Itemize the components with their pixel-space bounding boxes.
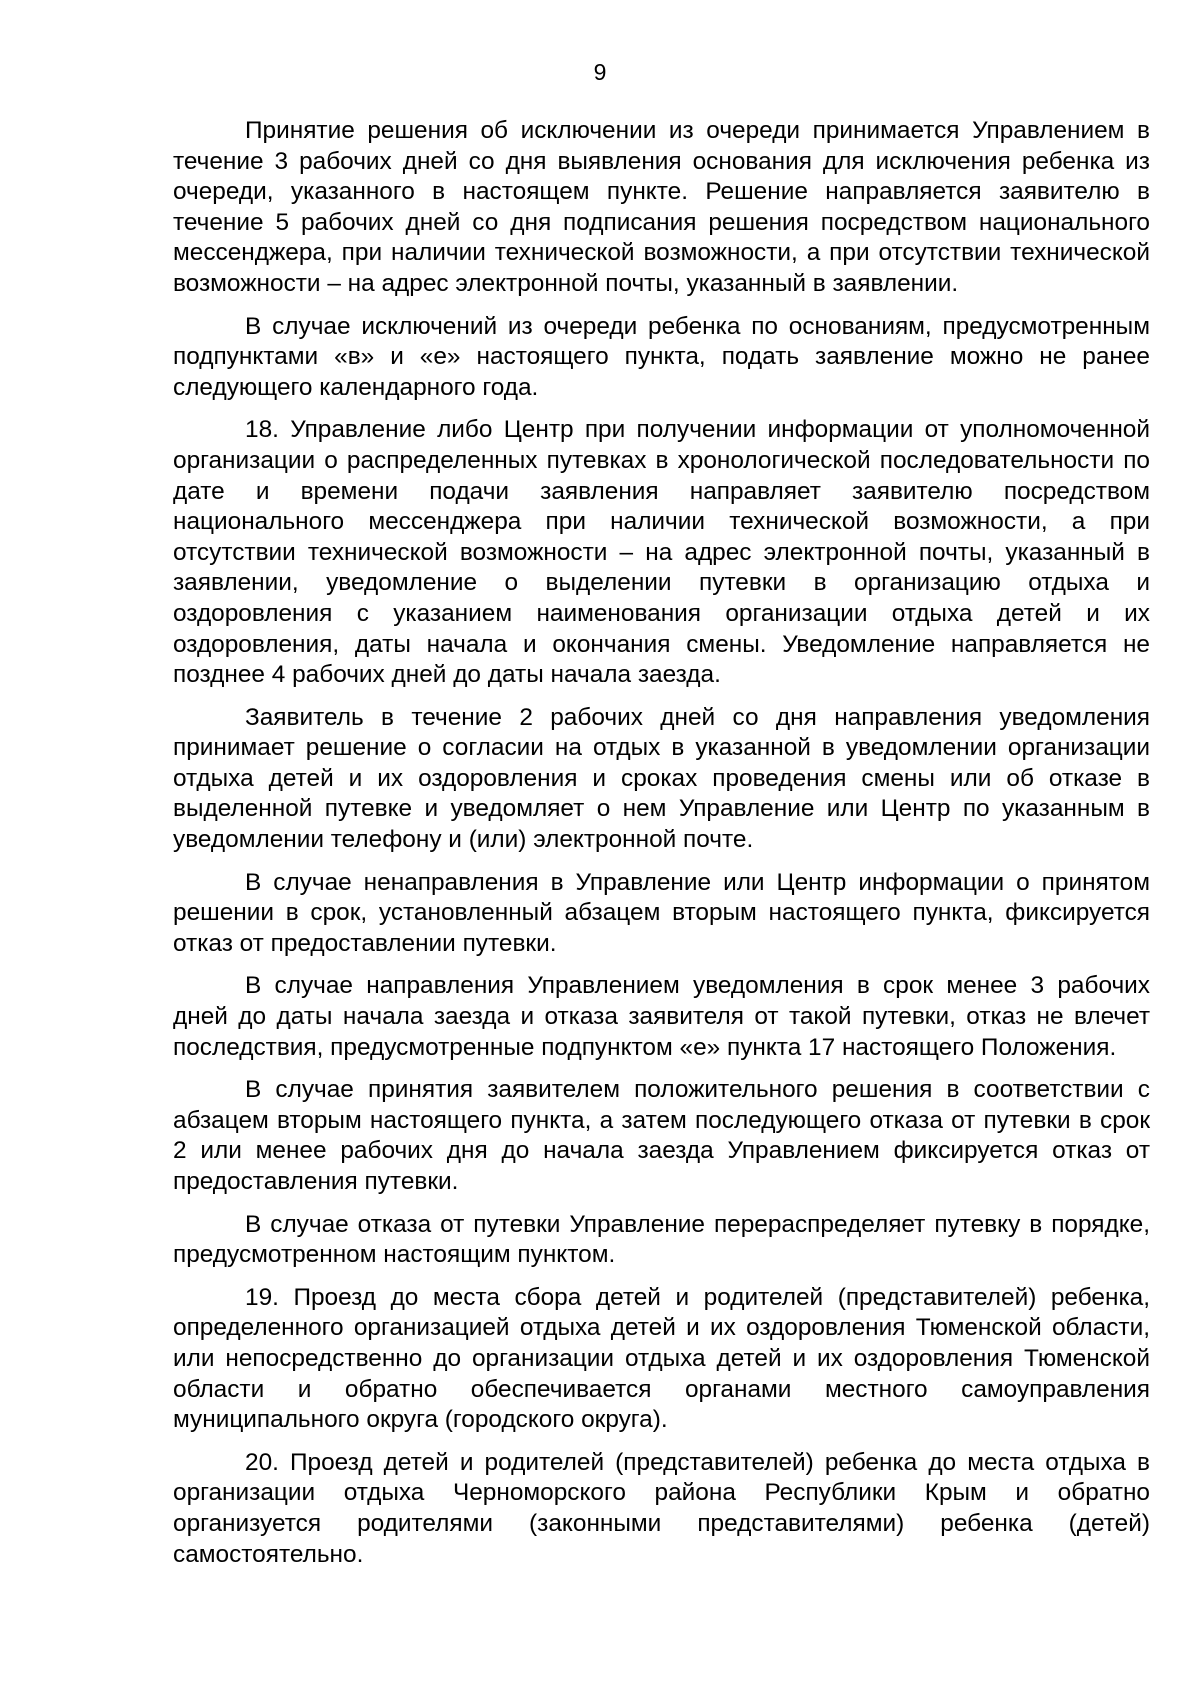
page-number: 9 bbox=[593, 59, 607, 85]
paragraph: 20. Проезд детей и родителей (представителей) ребенка до места отдыха в организации отдыха Черноморского района Республики Крым и обратно организуется родителями (законными представителями) ребенка (детей) самостоятельно. bbox=[173, 1448, 1150, 1568]
paragraph: В случае исключений из очереди ребенка по основаниям, предусмотренным подпунктами «в» и «е» настоящего пункта, подать заявление можно не ранее следующего календарного года. bbox=[173, 312, 1150, 401]
paragraph: В случае отказа от путевки Управление перераспределяет путевку в порядке, предусмотренном настоящим пунктом. bbox=[173, 1210, 1150, 1269]
paragraph: Заявитель в течение 2 рабочих дней со дня направления уведомления принимает решение о согласии на отдых в указанной в уведомлении организации отдыха детей и их оздоровления и сроках проведения смены или об отказе в выделенной путевке и уведомляет о нем Управление или Центр по указанным в уведомлении телефону и (или) электронной почте. bbox=[173, 703, 1150, 854]
paragraph: Принятие решения об исключении из очереди принимается Управлением в течение 3 рабочих дней со дня выявления основания для исключения ребенка из очереди, указанного в настоящем пункте. Решение направляется заявителю в течение 5 рабочих дней со дня подписания решения посредством национального мессенджера, при наличии технической возможности, а при отсутствии технической возможности – на адрес электронной почты, указанный в заявлении. bbox=[173, 117, 1150, 297]
document-body bbox=[173, 116, 1150, 1582]
paragraph: 18. Управление либо Центр при получении информации от уполномоченной организации о распределенных путевках в хронологической последовательности по дате и времени подачи заявления направляет заявителю посредством национального мессенджера при наличии технической возможности, а при отсутствии технической возможности – на адрес электронной почты, указанный в заявлении, уведомление о выделении путевки в организацию отдыха и оздоровления с указанием наименования организации отдыха детей и их оздоровления, даты начала и окончания смены. Уведомление направляется не позднее 4 рабочих дней до даты начала заезда. bbox=[173, 416, 1150, 689]
paragraph: В случае принятия заявителем положительного решения в соответствии с абзацем вторым настоящего пункта, а затем последующего отказа от путевки в срок 2 или менее рабочих дня до начала заезда Управлением фиксируется отказ от предоставления путевки. bbox=[173, 1076, 1150, 1195]
paragraph: В случае направления Управлением уведомления в срок менее 3 рабочих дней до даты начала заезда и отказа заявителя от такой путевки, отказ не влечет последствия, предусмотренные подпунктом «е» пункта 17 настоящего Положения. bbox=[173, 972, 1150, 1061]
paragraph: 19. Проезд до места сбора детей и родителей (представителей) ребенка, определенного организацией отдыха детей и их оздоровления Тюменской области, или непосредственно до организации отдыха детей и их оздоровления Тюменской области и обратно обеспечивается органами местного самоуправления муниципального округа (городского округа). bbox=[173, 1283, 1150, 1434]
paragraph: В случае ненаправления в Управление или Центр информации о принятом решении в срок, установленный абзацем вторым настоящего пункта, фиксируется отказ от предоставлении путевки. bbox=[173, 868, 1150, 957]
